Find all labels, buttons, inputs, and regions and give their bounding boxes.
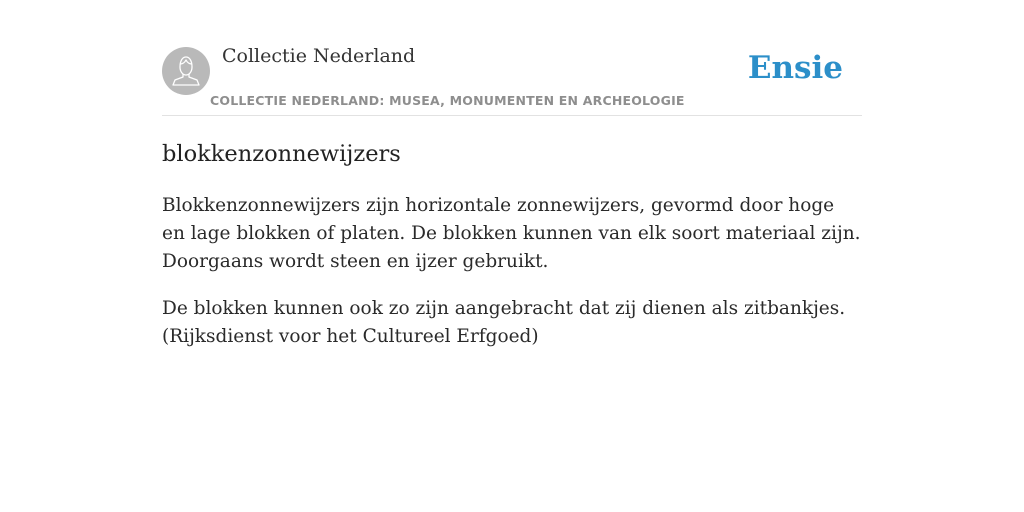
- page-title: blokkenzonnewijzers: [162, 141, 401, 167]
- article-content: [162, 138, 862, 370]
- source-subtitle[interactable]: COLLECTIE NEDERLAND: MUSEA, MONUMENTEN EN ARCHEOLOGIE: [210, 93, 685, 108]
- author-name[interactable]: Collectie Nederland: [222, 45, 416, 67]
- article-paragraph: Blokkenzonnewijzers zijn horizontale zonnewijzers, gevormd door hoge en lage blokken of platen. De blokken kunnen van elk soort materiaal zijn. Doorgaans wordt steen en ijzer gebruikt.: [162, 195, 861, 272]
- avatar[interactable]: [162, 47, 210, 95]
- ensie-logo[interactable]: Ensie: [747, 50, 843, 86]
- article-header: [162, 40, 862, 116]
- article-paragraph: De blokken kunnen ook zo zijn aangebracht dat zij dienen als zitbankjes. (Rijksdienst voor het Cultureel Erfgoed): [162, 298, 846, 347]
- user-icon: [162, 47, 210, 95]
